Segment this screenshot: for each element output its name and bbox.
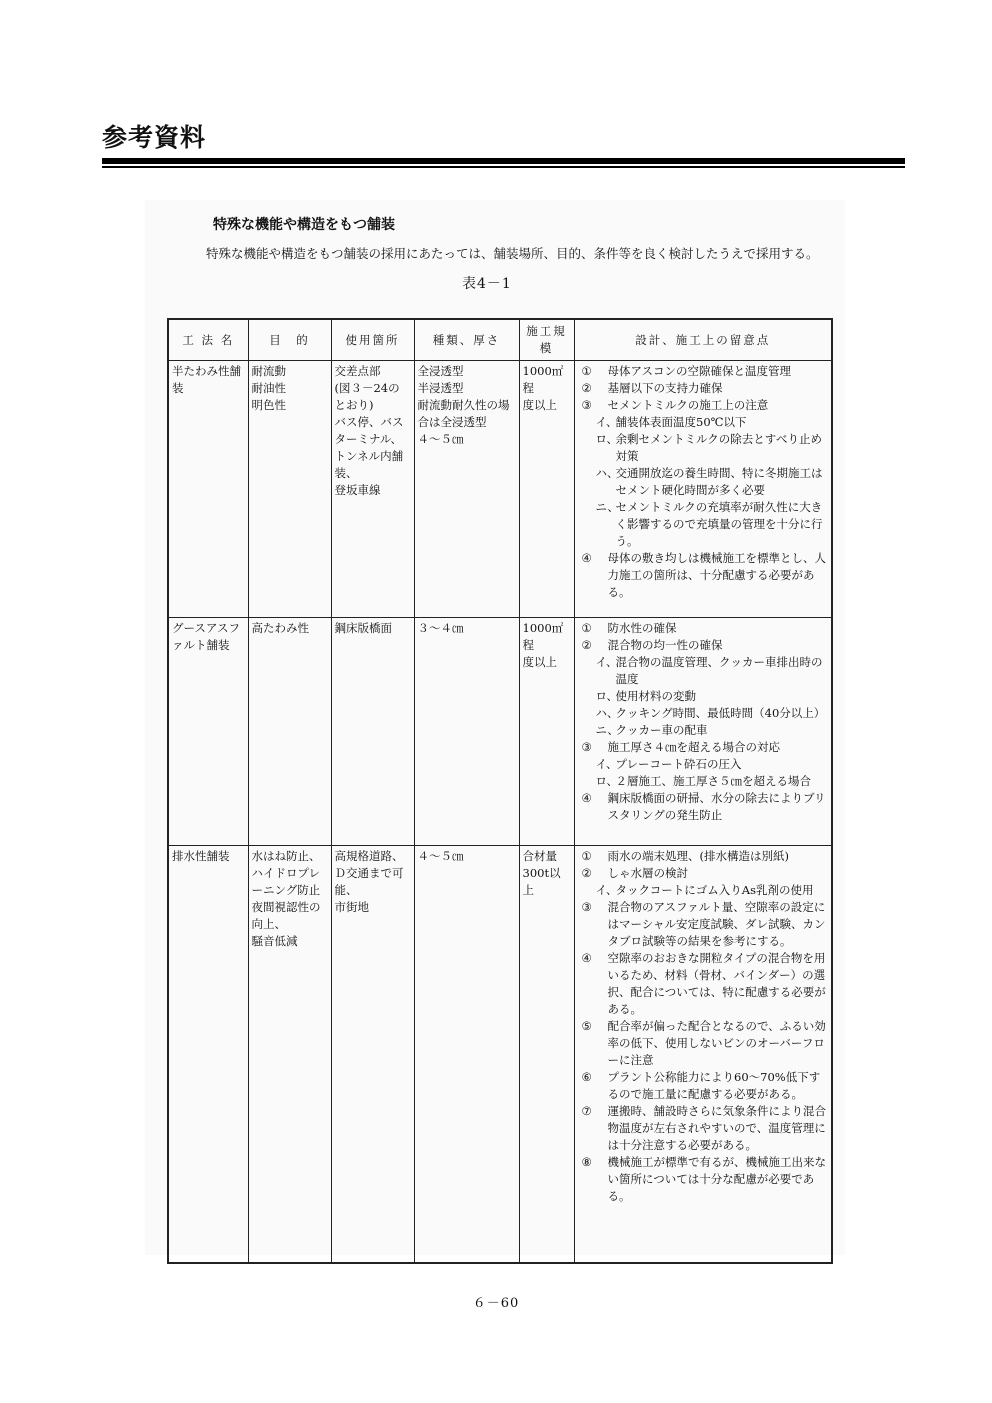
note-text: 運搬時、舗設時さらに気象条件により混合物温度が左右されやすいので、温度管理には十分注意する必要がある。 bbox=[607, 1104, 826, 1152]
note-marker: ① bbox=[581, 364, 592, 378]
note-text: 使用材料の変動 bbox=[615, 689, 696, 703]
note-marker: ⑤ bbox=[581, 1019, 592, 1033]
note-text: セメントミルクの充填率が耐久性に大きく影響するので充填量の管理を十分に行う。 bbox=[615, 500, 823, 548]
page-number: ６－60 bbox=[472, 1296, 520, 1311]
note-item bbox=[578, 620, 829, 637]
header-rule-thick bbox=[102, 158, 905, 164]
cell-purpose: 高たわみ性 bbox=[248, 618, 331, 846]
note-item bbox=[578, 414, 829, 431]
cell-method: 半たわみ性舗装 bbox=[168, 361, 248, 618]
cell-scale: 1000㎡程 度以上 bbox=[519, 618, 574, 846]
note-marker: ③ bbox=[581, 398, 592, 412]
note-marker: ④ bbox=[581, 791, 592, 805]
note-item bbox=[578, 705, 829, 722]
note-item bbox=[578, 465, 829, 499]
note-item bbox=[578, 1069, 829, 1103]
note-item bbox=[578, 790, 829, 824]
table-row bbox=[168, 361, 832, 618]
note-item bbox=[578, 739, 829, 756]
note-text: 施工厚さ４㎝を超える場合の対応 bbox=[607, 740, 780, 754]
table-row bbox=[168, 846, 832, 1263]
cell-location: 交差点部 (図３－24の とおり) バス停、バス ターミナル、 トンネル内舗 装、 登坂車線 bbox=[331, 361, 414, 618]
cell-type-thickness: ３～４㎝ bbox=[414, 618, 519, 846]
note-item bbox=[578, 380, 829, 397]
note-item bbox=[578, 363, 829, 380]
cell-scale: 合材量 300t以上 bbox=[519, 846, 574, 1263]
cell-purpose: 耐流動 耐油性 明色性 bbox=[248, 361, 331, 618]
cell-type-thickness: ４～５㎝ bbox=[414, 846, 519, 1263]
note-text: 舗装体表面温度50℃以下 bbox=[615, 415, 747, 429]
note-marker: ⑧ bbox=[581, 1155, 592, 1169]
note-item bbox=[578, 950, 829, 1018]
note-marker: ロ、 bbox=[595, 689, 619, 703]
header-purpose: 目 的 bbox=[248, 319, 331, 361]
header-rule-thin bbox=[102, 166, 905, 168]
note-marker: イ、 bbox=[595, 655, 618, 669]
note-marker: ⑥ bbox=[581, 1070, 592, 1084]
note-item bbox=[578, 848, 829, 865]
note-marker: ② bbox=[581, 866, 592, 880]
note-item bbox=[578, 688, 829, 705]
note-marker: ⑦ bbox=[581, 1104, 592, 1118]
note-marker: ロ、 bbox=[595, 432, 619, 446]
cell-notes bbox=[574, 361, 832, 618]
note-marker: イ、 bbox=[595, 757, 618, 771]
note-item bbox=[578, 1154, 829, 1205]
note-marker: ① bbox=[581, 849, 592, 863]
note-text: 交通開放迄の養生時間、特に冬期施工はセメント硬化時間が多く必要 bbox=[615, 466, 823, 497]
note-marker: ④ bbox=[581, 951, 592, 965]
cell-method: 排水性舗装 bbox=[168, 846, 248, 1263]
note-text: 母体アスコンの空隙確保と温度管理 bbox=[607, 364, 792, 378]
cell-notes bbox=[574, 618, 832, 846]
header-location: 使用箇所 bbox=[331, 319, 414, 361]
note-text: ２層施工、施工厚さ５㎝を超える場合 bbox=[615, 774, 811, 788]
note-marker: イ、 bbox=[595, 883, 618, 897]
cell-type-thickness: 全浸透型 半浸透型 耐流動耐久性の場 合は全浸透型 ４～５㎝ bbox=[414, 361, 519, 618]
cell-purpose: 水はね防止、 ハイドロプレ ーニング防止 夜間視認性の 向上、 騒音低減 bbox=[248, 846, 331, 1263]
note-item bbox=[578, 899, 829, 950]
note-text: タックコートにゴム入りAs乳剤の使用 bbox=[615, 883, 814, 897]
note-marker: ② bbox=[581, 638, 592, 652]
header-type-thickness: 種類、厚さ bbox=[414, 319, 519, 361]
note-item bbox=[578, 1103, 829, 1154]
cell-location: 高規格道路、 Ｄ交通まで可 能、 市街地 bbox=[331, 846, 414, 1263]
note-text: 鋼床版橋面の研掃、水分の除去によりブリスタリングの発生防止 bbox=[607, 791, 826, 822]
note-item bbox=[578, 654, 829, 688]
cell-scale: 1000㎡程 度以上 bbox=[519, 361, 574, 618]
note-marker: イ、 bbox=[595, 415, 618, 429]
note-text: セメントミルクの施工上の注意 bbox=[607, 398, 769, 412]
note-text: 余剰セメントミルクの除去とすべり止め対策 bbox=[615, 432, 823, 463]
note-marker: ③ bbox=[581, 900, 592, 914]
note-text: 防水性の確保 bbox=[607, 621, 677, 635]
section-title: 特殊な機能や構造をもつ舗装 bbox=[213, 217, 395, 233]
table-row bbox=[168, 618, 832, 846]
note-text: 基層以下の支持力確保 bbox=[607, 381, 723, 395]
note-item bbox=[578, 637, 829, 654]
header-method: 工 法 名 bbox=[168, 319, 248, 361]
note-marker: ハ、 bbox=[595, 706, 619, 720]
header-notes: 設計、施工上の留意点 bbox=[574, 319, 832, 361]
note-marker: ニ、 bbox=[595, 500, 619, 514]
note-marker: ロ、 bbox=[595, 774, 619, 788]
note-text: クッカー車の配車 bbox=[615, 723, 708, 737]
note-item bbox=[578, 756, 829, 773]
note-item bbox=[578, 499, 829, 550]
table-header-row bbox=[168, 319, 832, 361]
note-text: しゃ水層の検討 bbox=[607, 866, 688, 880]
note-text: 混合物のアスファルト量、空隙率の設定にはマーシャル安定度試験、ダレ試験、カンタブロ試験等の結果を参考にする。 bbox=[607, 900, 826, 948]
note-text: プラント公称能力により60～70%低下するので施工量に配慮する必要がある。 bbox=[607, 1070, 821, 1101]
section-intro: 特殊な機能や構造をもつ舗装の採用にあたっては、舗装場所、目的、条件等を良く検討したうえで採用する。 bbox=[206, 246, 819, 261]
note-marker: ニ、 bbox=[595, 723, 619, 737]
note-item bbox=[578, 431, 829, 465]
note-text: 機械施工が標準で有るが、機械施工出来ない箇所については十分な配慮が必要である。 bbox=[607, 1155, 826, 1203]
note-text: 混合物の温度管理、クッカー車排出時の温度 bbox=[615, 655, 823, 686]
note-item bbox=[578, 550, 829, 601]
cell-method: グースアスファルト舗装 bbox=[168, 618, 248, 846]
header-scale: 施工規模 bbox=[519, 319, 574, 361]
cell-notes bbox=[574, 846, 832, 1263]
note-text: 雨水の端末処理、(排水構造は別紙) bbox=[607, 849, 789, 863]
note-text: プレーコート砕石の圧入 bbox=[615, 757, 742, 771]
note-marker: ② bbox=[581, 381, 592, 395]
cell-location: 鋼床版橋面 bbox=[331, 618, 414, 846]
note-item bbox=[578, 722, 829, 739]
note-item bbox=[578, 773, 829, 790]
note-marker: ハ、 bbox=[595, 466, 619, 480]
pavement-method-table bbox=[167, 318, 833, 1264]
page-header-title: 参考資料 bbox=[102, 123, 207, 152]
note-item bbox=[578, 882, 829, 899]
note-text: 空隙率のおおきな開粒タイプの混合物を用いるため、材料（骨材、バインダー）の選択、配合については、特に配慮する必要がある。 bbox=[607, 951, 826, 1016]
note-item bbox=[578, 397, 829, 414]
note-marker: ④ bbox=[581, 551, 592, 565]
note-marker: ① bbox=[581, 621, 592, 635]
note-item bbox=[578, 865, 829, 882]
note-item bbox=[578, 1018, 829, 1069]
note-text: 母体の敷き均しは機械施工を標準とし、人力施工の箇所は、十分配慮する必要がある。 bbox=[607, 551, 826, 599]
note-text: 混合物の均一性の確保 bbox=[607, 638, 723, 652]
note-text: 配合率が偏った配合となるので、ふるい効率の低下、使用しないビンのオーバーフローに注意 bbox=[607, 1019, 826, 1067]
table-caption: 表4－1 bbox=[462, 276, 512, 292]
note-marker: ③ bbox=[581, 740, 592, 754]
note-text: クッキング時間、最低時間（40分以上） bbox=[615, 706, 826, 720]
